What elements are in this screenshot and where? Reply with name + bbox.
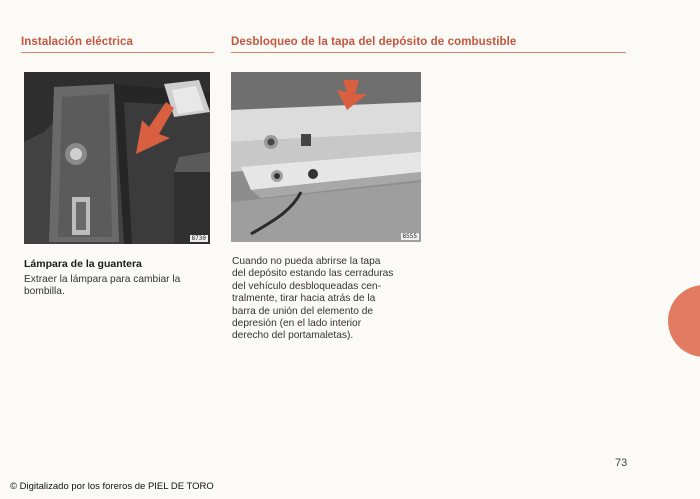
section-title-electrical: Instalación eléctrica bbox=[21, 36, 134, 48]
glovebox-lamp-photo bbox=[24, 72, 210, 244]
section-rule-right bbox=[231, 52, 626, 53]
body-line: derecho del portamaletas). bbox=[232, 330, 354, 342]
caption-title-glovebox-lamp: Lámpara de la guantera bbox=[24, 258, 142, 270]
body-line: tralmente, tirar hacia atrás de la bbox=[232, 293, 376, 305]
fuel-flap-instructions bbox=[232, 256, 393, 343]
section-rule-left bbox=[21, 52, 214, 53]
caption-line: Extraer la lámpara para cambiar la bbox=[24, 274, 181, 285]
page-number: 73 bbox=[615, 457, 628, 469]
photo-number-left: 8730 bbox=[191, 235, 206, 242]
body-line: del vehículo desbloqueadas cen- bbox=[232, 280, 381, 292]
fuel-flap-release-photo bbox=[231, 72, 421, 242]
body-line: barra de unión del elemento de bbox=[232, 305, 374, 317]
body-line: del depósito estando las cerraduras bbox=[232, 268, 394, 280]
caption-text-glovebox-lamp bbox=[24, 274, 180, 299]
body-line: depresión (en el lado interior bbox=[232, 318, 362, 330]
chapter-tab-marker bbox=[668, 285, 700, 357]
caption-line: bombilla. bbox=[24, 286, 65, 298]
footer-credit: © Digitalizado por los foreros de PIEL DE TORO bbox=[10, 481, 214, 492]
body-line: Cuando no pueda abrirse la tapa bbox=[232, 256, 381, 267]
section-title-fuel-flap: Desbloqueo de la tapa del depósito de combustible bbox=[231, 36, 517, 48]
photo-number-right: 8555 bbox=[402, 233, 417, 240]
